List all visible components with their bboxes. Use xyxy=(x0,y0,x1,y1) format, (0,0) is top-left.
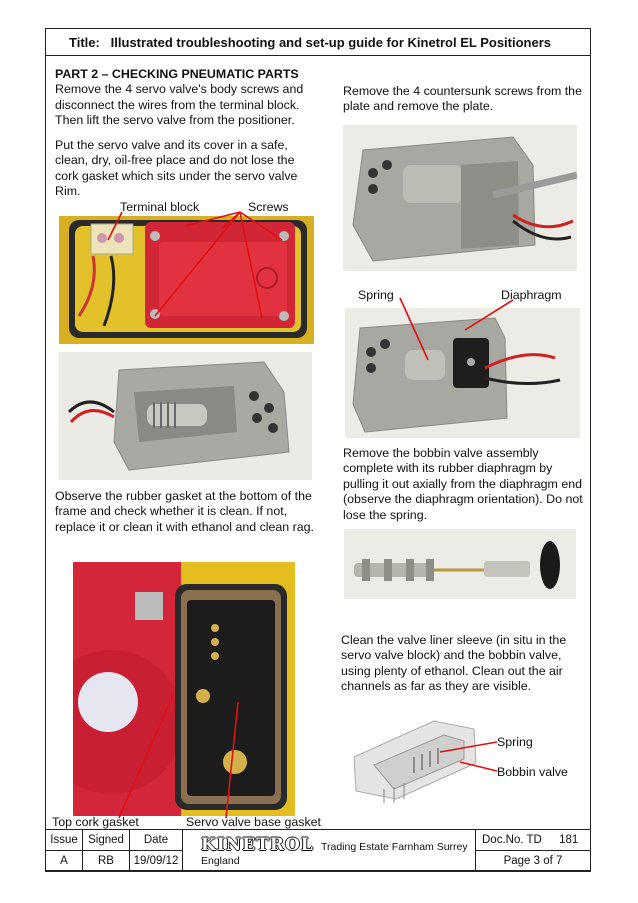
photo-open-servo-block xyxy=(59,352,312,480)
footer-table xyxy=(45,829,591,872)
footer-signed: RB xyxy=(83,851,130,872)
section-heading: PART 2 – CHECKING PNEUMATIC PARTS xyxy=(55,67,299,81)
left-paragraph-3: Observe the rubber gasket at the bottom of the frame and check whether it is clean. If not, replace it or clean it with ethanol and clean rag. xyxy=(55,489,314,534)
label-spring-2: Spring xyxy=(497,735,533,749)
footer-branding xyxy=(183,830,476,872)
right-paragraph-1: Remove the 4 countersunk screws from the plate and remove the plate. xyxy=(343,84,582,114)
photo-plate-removal xyxy=(343,125,577,271)
label-top-cork-gasket: Top cork gasket xyxy=(52,815,139,829)
footer-issue-header: Issue xyxy=(46,830,83,851)
photo-spring-diaphragm xyxy=(345,308,580,438)
right-paragraph-2: Remove the bobbin valve assembly complete with its rubber diaphragm by pulling it out axially from the diaphragm end (observe the diaphragm orientation). Do not lose the spring. xyxy=(343,446,583,522)
label-diaphragm: Diaphragm xyxy=(501,288,562,302)
footer-signed-header: Signed xyxy=(83,830,130,851)
footer-doc-number xyxy=(476,830,591,851)
diagram-bobbin-cutaway xyxy=(344,707,484,807)
footer-date-header: Date xyxy=(130,830,183,851)
left-intro xyxy=(55,67,320,129)
footer-issue: A xyxy=(46,851,83,872)
photo-gasket-frame xyxy=(73,562,295,816)
doc-no-value: 181 xyxy=(559,834,579,846)
label-servo-valve-base-gasket: Servo valve base gasket xyxy=(186,815,321,829)
label-screws: Screws xyxy=(248,200,289,214)
page-title xyxy=(45,28,591,56)
right-paragraph-3: Clean the valve liner sleeve (in situ in the servo valve block) and the bobbin valve, using plenty of ethanol. Clean out the air channels as far as they are visible. xyxy=(341,633,567,694)
label-terminal-block: Terminal block xyxy=(120,200,200,214)
photo-bobbin-valve xyxy=(344,529,576,599)
title-label: Title: xyxy=(69,35,100,50)
kinetrol-logo: KINETROL xyxy=(201,834,314,855)
footer-date: 19/09/12 xyxy=(130,851,183,872)
left-paragraph-1: Remove the 4 servo valve's body screws and disconnect the wires from the terminal block. Then lift the servo valve from the positioner. xyxy=(55,82,304,128)
photo-servo-valve-cover xyxy=(59,216,314,344)
footer-page-number: Page 3 of 7 xyxy=(476,851,591,872)
label-bobbin-valve: Bobbin valve xyxy=(497,765,568,779)
footer-address: Trading Estate Farnham Surrey England xyxy=(201,840,468,867)
title-text: Illustrated troubleshooting and set-up guide for Kinetrol EL Positioners xyxy=(110,35,552,50)
label-spring: Spring xyxy=(358,288,394,302)
doc-no-label: Doc.No. TD xyxy=(482,834,542,846)
left-paragraph-2: Put the servo valve and its cover in a safe, clean, dry, oil-free place and do not lose the cork gasket which sits under the servo valve Rim. xyxy=(55,138,298,199)
